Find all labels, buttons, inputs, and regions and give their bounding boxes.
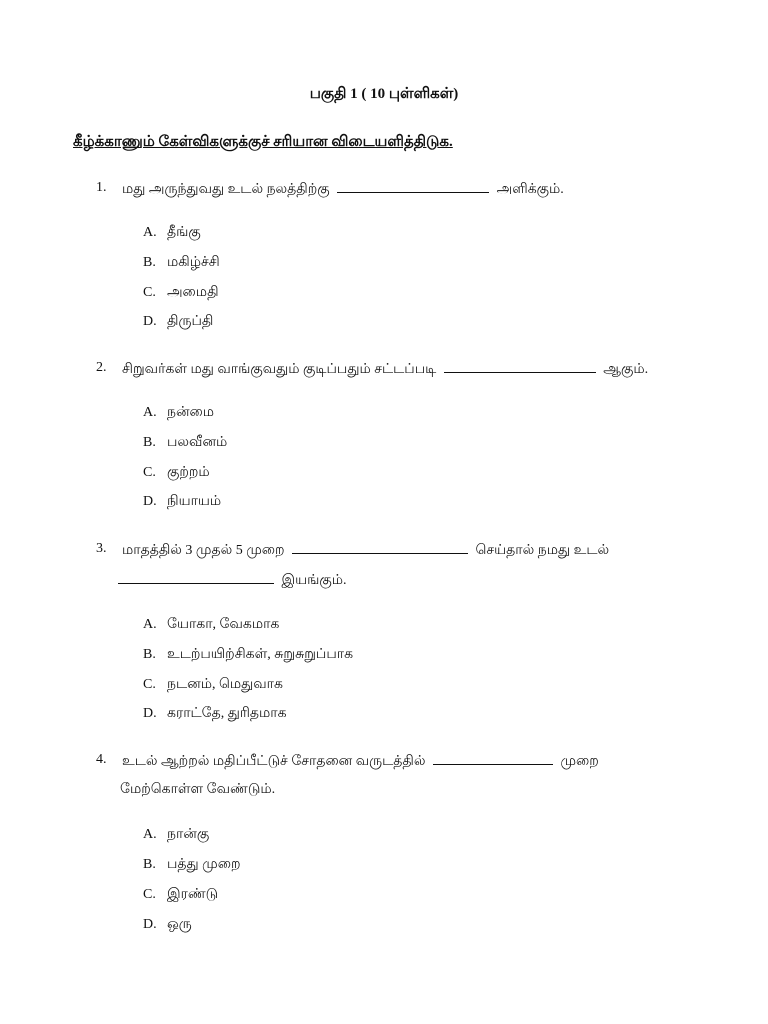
question-text-after: செய்தால் நமது உடல் bbox=[475, 543, 610, 558]
option-c bbox=[143, 465, 210, 482]
question-number: 4. bbox=[96, 752, 107, 767]
question-text-before: மாதத்தில் 3 முதல் 5 முறை bbox=[122, 543, 285, 558]
question-text-before: சிறுவர்கள் மது வாங்குவதும் குடிப்பதும் சட்டப்படி bbox=[122, 362, 437, 377]
option-a bbox=[143, 225, 201, 242]
option-letter: D. bbox=[143, 706, 157, 721]
option-letter: D. bbox=[143, 917, 157, 932]
question-text bbox=[122, 180, 564, 199]
option-text: கராட்தே, துரிதமாக bbox=[167, 706, 287, 721]
option-letter: C. bbox=[143, 887, 156, 902]
option-text: பத்து முறை bbox=[167, 857, 241, 872]
option-text: குற்றம் bbox=[167, 465, 210, 480]
question-text-after: ஆகும். bbox=[603, 362, 649, 377]
question-number: 2. bbox=[96, 360, 107, 375]
option-c bbox=[143, 887, 218, 904]
option-d bbox=[143, 706, 287, 723]
option-b bbox=[143, 435, 227, 452]
answer-blank bbox=[337, 180, 489, 193]
option-d bbox=[143, 494, 221, 511]
answer-blank bbox=[292, 541, 468, 554]
answer-blank bbox=[118, 571, 274, 584]
option-text: நான்கு bbox=[167, 827, 210, 842]
question-text-before: மது அருந்துவது உடல் நலத்திற்கு bbox=[122, 182, 330, 197]
option-letter: B. bbox=[143, 857, 156, 872]
option-letter: D. bbox=[143, 314, 157, 329]
option-b bbox=[143, 255, 220, 272]
option-b bbox=[143, 647, 353, 664]
question-text-line2: மேற்கொள்ள வேண்டும். bbox=[120, 782, 276, 797]
question-text-after: இயங்கும். bbox=[281, 573, 347, 588]
question-text bbox=[122, 541, 609, 560]
option-letter: C. bbox=[143, 285, 156, 300]
question-text bbox=[122, 360, 648, 379]
option-text: நன்மை bbox=[167, 405, 215, 420]
option-letter: A. bbox=[143, 827, 157, 842]
option-text: திருப்தி bbox=[167, 314, 214, 329]
option-text: பலவீனம் bbox=[167, 435, 228, 450]
option-letter: B. bbox=[143, 647, 156, 662]
option-letter: A. bbox=[143, 405, 157, 420]
instruction-text: கீழ்க்காணும் கேள்விகளுக்குச் சரியான விடையளித்திடுக. bbox=[73, 134, 453, 150]
option-text: உடற்பயிற்சிகள், சுறுசுறுப்பாக bbox=[167, 647, 354, 662]
option-a bbox=[143, 405, 214, 422]
option-a bbox=[143, 827, 209, 844]
option-c bbox=[143, 285, 219, 302]
option-letter: C. bbox=[143, 465, 156, 480]
answer-blank bbox=[444, 360, 596, 373]
question-text-after: அளிக்கும். bbox=[496, 182, 564, 197]
question-text bbox=[122, 752, 599, 771]
answer-blank bbox=[433, 752, 553, 765]
option-text: யோகா, வேகமாக bbox=[167, 617, 280, 632]
option-c bbox=[143, 677, 283, 694]
option-text: இரண்டு bbox=[167, 887, 219, 902]
option-text: நியாயம் bbox=[167, 494, 222, 509]
section-title: பகுதி 1 ( 10 புள்ளிகள்) bbox=[309, 86, 459, 102]
option-text: அமைதி bbox=[167, 285, 219, 300]
question-number: 3. bbox=[96, 541, 107, 556]
option-d bbox=[143, 917, 192, 934]
option-b bbox=[143, 857, 241, 874]
option-text: மகிழ்ச்சி bbox=[167, 255, 220, 270]
question-text-before: உடல் ஆற்றல் மதிப்பீட்டுச் சோதனை வருடத்தில் bbox=[122, 754, 426, 769]
question-number: 1. bbox=[96, 180, 107, 195]
option-letter: A. bbox=[143, 225, 157, 240]
option-letter: B. bbox=[143, 435, 156, 450]
option-letter: C. bbox=[143, 677, 156, 692]
option-letter: A. bbox=[143, 617, 157, 632]
option-letter: B. bbox=[143, 255, 156, 270]
option-d bbox=[143, 314, 213, 331]
option-a bbox=[143, 617, 279, 634]
option-text: தீங்கு bbox=[167, 225, 201, 240]
option-text: ஒரு bbox=[167, 917, 192, 932]
option-letter: D. bbox=[143, 494, 157, 509]
option-text: நடனம், மெதுவாக bbox=[167, 677, 283, 692]
question-text-after: முறை bbox=[560, 754, 599, 769]
question-text-line2 bbox=[118, 571, 347, 590]
